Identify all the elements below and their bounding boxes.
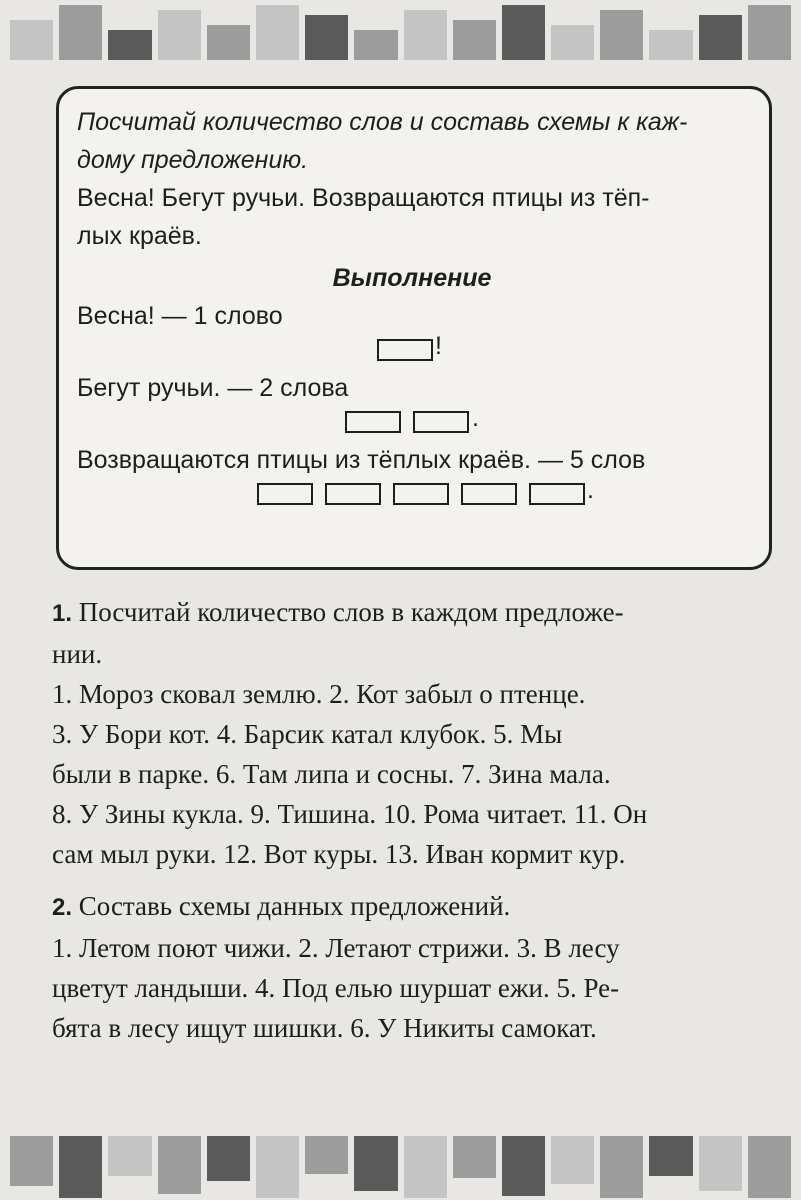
task-line: Посчитай количество слов и составь схемы к каж- <box>77 108 688 136</box>
exercise-line: были в парке. 6. Там липа и сосны. 7. Зина мала. <box>52 759 611 789</box>
exercise-line: 1. Летом поют чижи. 2. Летают стрижи. 3. В лесу <box>52 933 620 963</box>
exercise-title-cont: нии. <box>52 639 103 669</box>
word-box <box>345 411 401 433</box>
solution-heading: Выполнение <box>332 264 492 292</box>
exercise-line: 3. У Бори кот. 4. Барсик катал клубок. 5. Мы <box>52 719 563 749</box>
exercise-title: Посчитай количество слов в каждом предложе- <box>78 597 624 627</box>
word-box <box>529 483 585 505</box>
word-box <box>325 483 381 505</box>
answer-item: Весна! — 1 слово <box>77 302 283 330</box>
exercise-2-title <box>52 886 772 928</box>
punctuation-mark: . <box>587 476 594 504</box>
exercise-number: 2. <box>52 894 73 921</box>
punctuation-mark: . <box>472 404 479 432</box>
exercise-number: 1. <box>52 600 73 627</box>
sentence-line: Весна! Бегут ручьи. Возвращаются птицы из тёп- <box>77 184 650 212</box>
word-box <box>461 483 517 505</box>
word-box <box>393 483 449 505</box>
word-schema-2 <box>77 404 747 441</box>
exercise-line: 8. У Зины кукла. 9. Тишина. 10. Рома читает. 11. Он <box>52 799 648 829</box>
word-box <box>413 411 469 433</box>
word-schema-3 <box>77 476 747 513</box>
top-decorative-stripe <box>0 0 801 60</box>
exercise-line: цветут ландыши. 4. Под елью шуршат ежи. 5. Ре- <box>52 973 620 1003</box>
exercise-line: 1. Мороз сковал землю. 2. Кот забыл о птенце. <box>52 679 586 709</box>
example-card <box>56 86 772 570</box>
answer-item: Возвращаются птицы из тёплых краёв. — 5 слов <box>77 446 646 474</box>
task-line: дому предложению. <box>77 146 309 174</box>
task-text <box>77 103 747 179</box>
word-schema-1 <box>77 332 747 369</box>
exercise-line: сам мыл руки. 12. Вот куры. 13. Иван кормит кур. <box>52 839 626 869</box>
exercise-1-title <box>52 592 772 634</box>
punctuation-mark: ! <box>435 332 442 360</box>
word-box <box>377 339 433 361</box>
bottom-decorative-stripe <box>0 1130 801 1200</box>
answer-item: Бегут ручьи. — 2 слова <box>77 374 349 402</box>
exercise-line: бята в лесу ищут шишки. 6. У Никиты самокат. <box>52 1013 597 1043</box>
sentence-line: лых краёв. <box>77 222 202 250</box>
exercises <box>52 592 772 1048</box>
exercise-title: Составь схемы данных предложений. <box>78 891 511 921</box>
word-box <box>257 483 313 505</box>
